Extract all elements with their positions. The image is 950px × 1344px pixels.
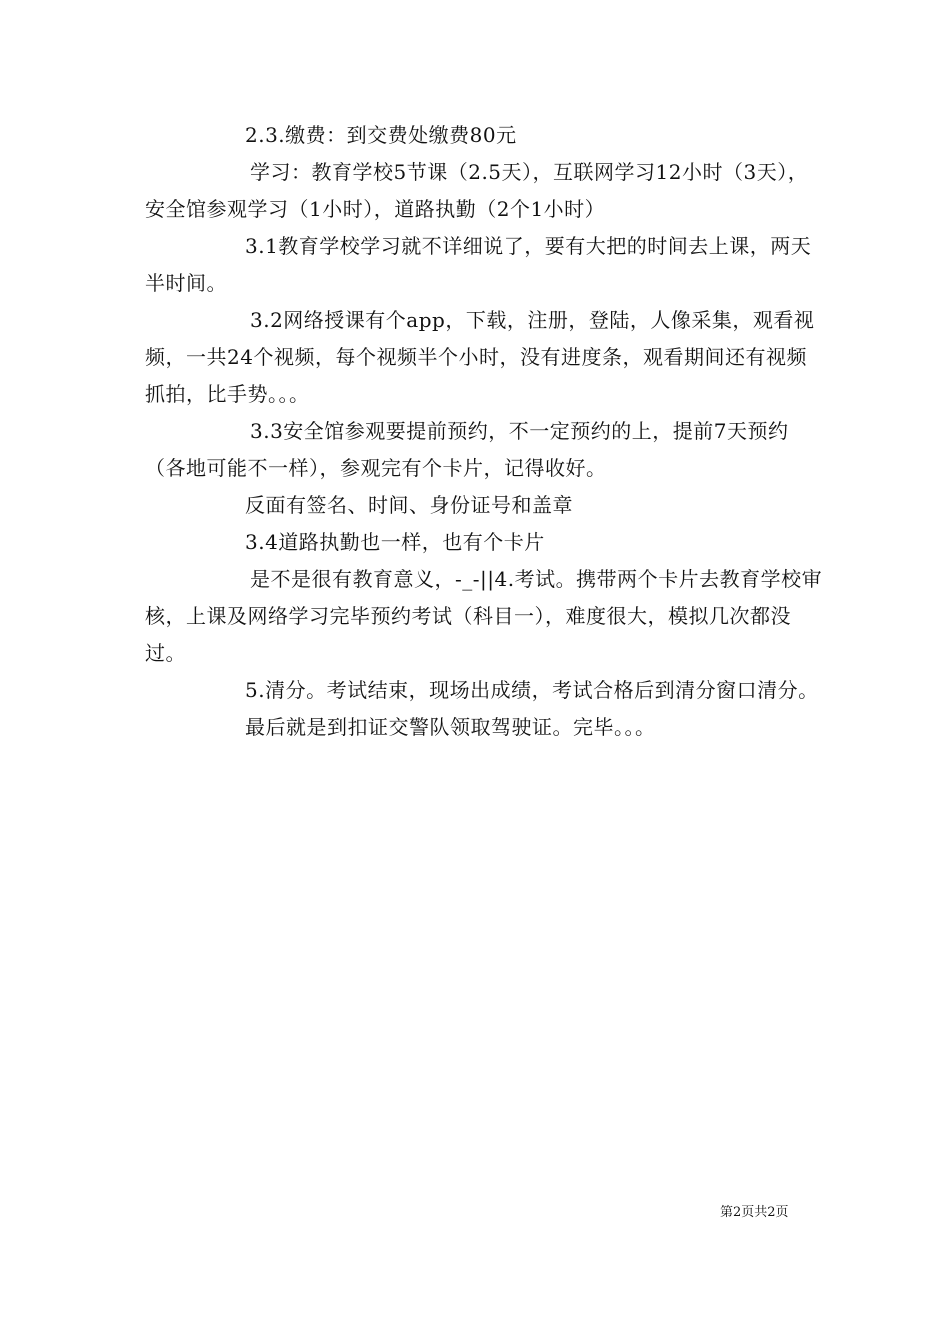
paragraph-safety-hall: 3.3安全馆参观要提前预约，不一定预约的上，提前7天预约（各地可能不一样），参观完有个卡片，记得收好。 bbox=[145, 419, 789, 480]
paragraph-online-course: 3.2网络授课有个app，下载，注册，登陆，人像采集，观看视频，一共24个视频，每个视频半个小时，没有进度条，观看期间还有视频抓拍，比手势。。。 bbox=[145, 308, 815, 406]
page-number-footer: 第2页共2页 bbox=[720, 1205, 789, 1220]
paragraph-clear-points: 5.清分。考试结束，现场出成绩，考试合格后到清分窗口清分。 bbox=[245, 678, 819, 702]
document-body bbox=[145, 117, 825, 746]
paragraph-payment: 2.3.缴费：到交费处缴费80元 bbox=[245, 123, 517, 147]
paragraph-exam: 是不是很有教育意义，-_-||4.考试。携带两个卡片去教育学校审核，上课及网络学习完毕预约考试（科目一），难度很大，模拟几次都没过。 bbox=[145, 567, 823, 665]
paragraph-final: 最后就是到扣证交警队领取驾驶证。完毕。。。 bbox=[245, 715, 656, 739]
paragraph-road-duty: 3.4道路执勤也一样，也有个卡片 bbox=[245, 530, 545, 554]
paragraph-card-back: 反面有签名、时间、身份证号和盖章 bbox=[245, 493, 573, 517]
paragraph-school-study: 3.1教育学校学习就不详细说了，要有大把的时间去上课，两天半时间。 bbox=[145, 234, 812, 295]
paragraph-study-overview: 学习：教育学校5节课（2.5天），互联网学习12小时（3天），安全馆参观学习（1小时），道路执勤（2个1小时） bbox=[145, 160, 809, 221]
